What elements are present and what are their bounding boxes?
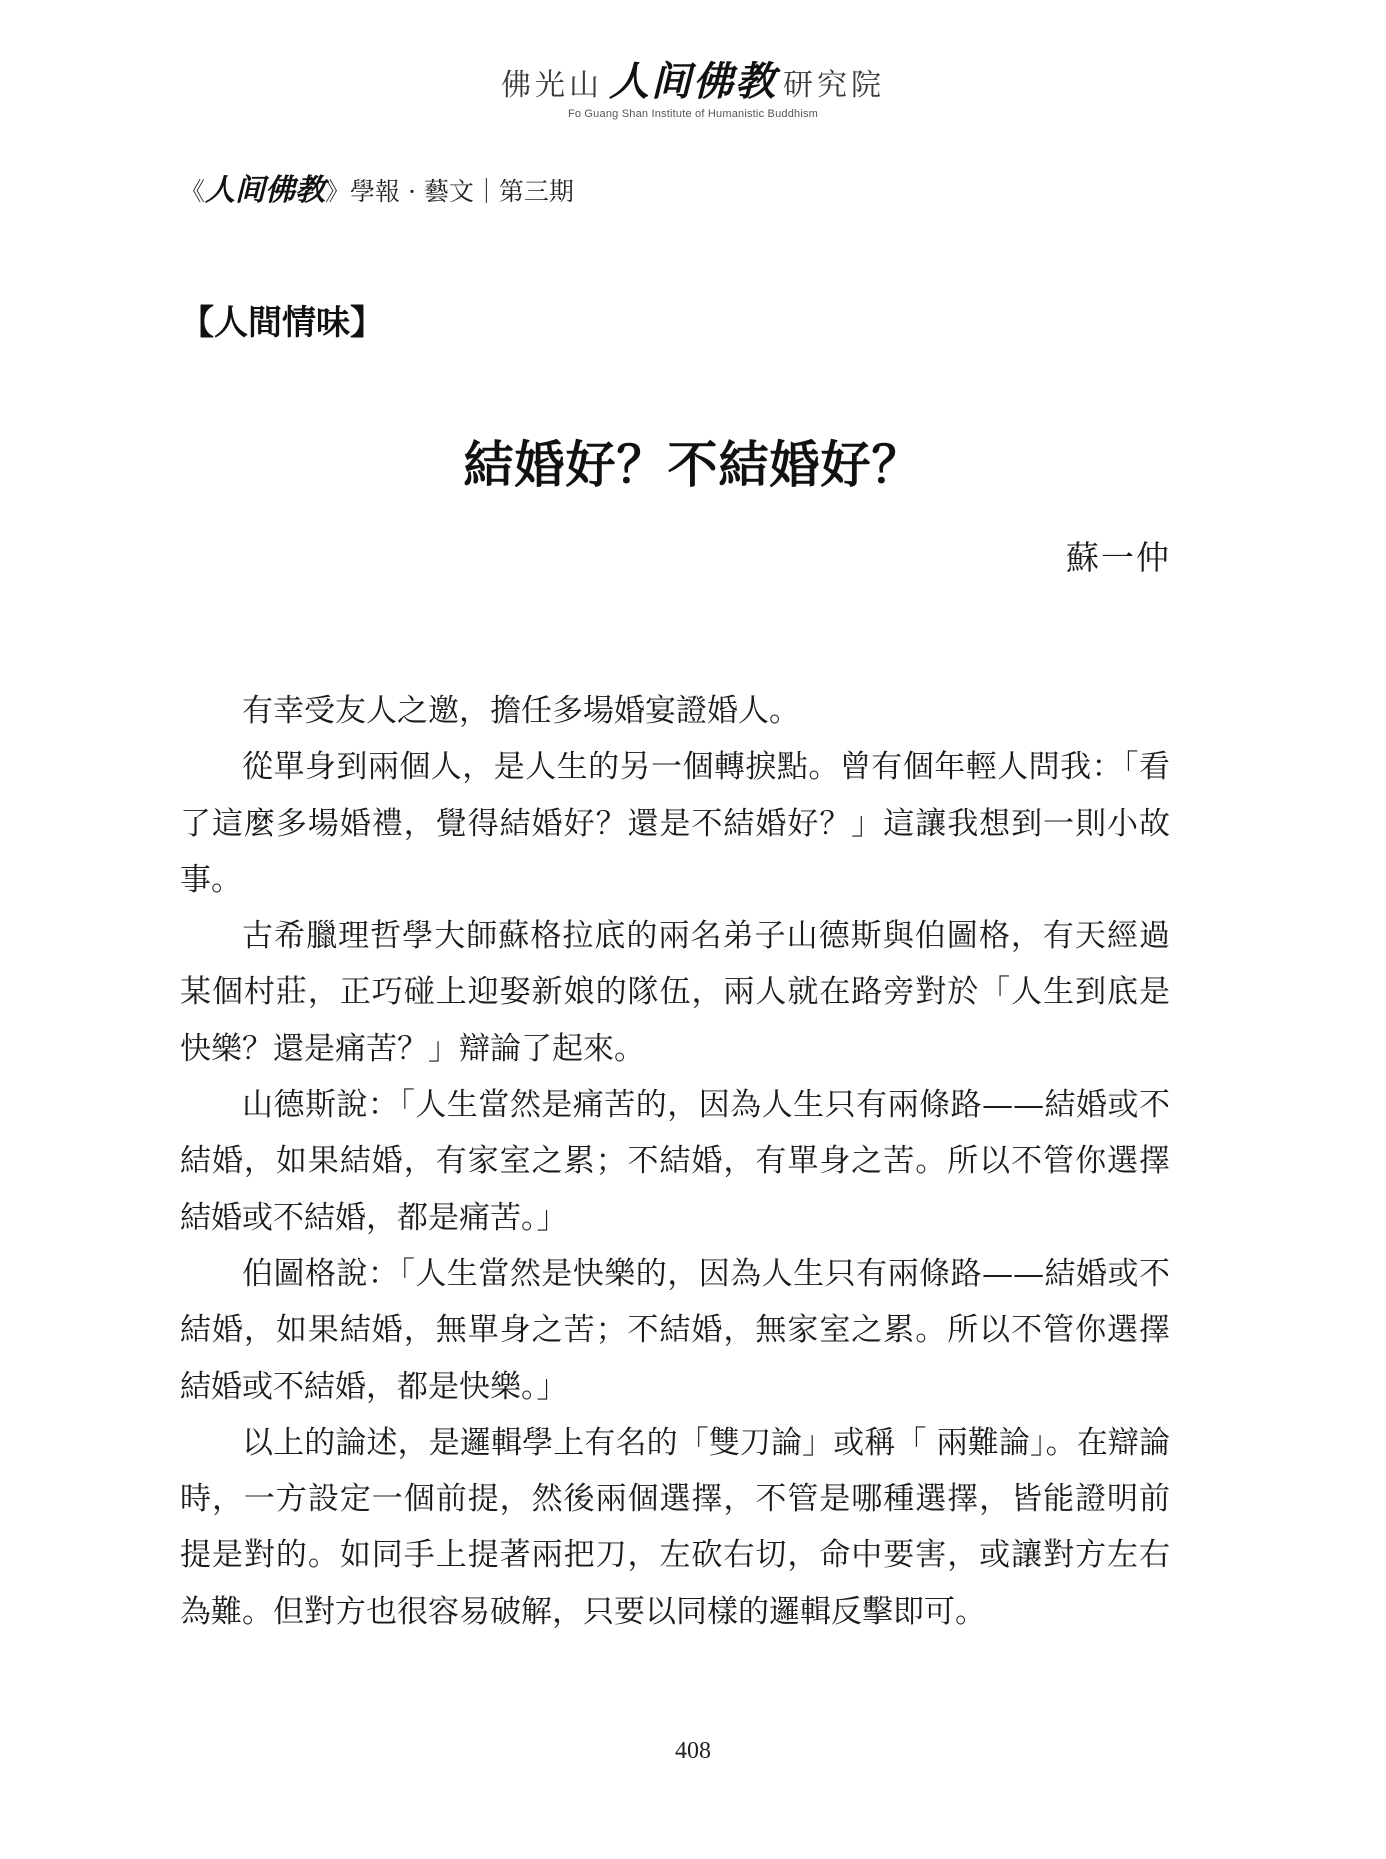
running-head-rest: 》學報 · 藝文｜第三期 <box>325 177 574 206</box>
masthead-title-left: 佛光山 <box>501 68 603 103</box>
paragraph: 從單身到兩個人，是人生的另一個轉捩點。曾有個年輕人問我：「看了這麼多場婚禮，覺得結婚好？還是不結婚好？」這讓我想到一則小故事。 <box>180 749 1170 898</box>
masthead-brush-text: 人间佛教 <box>609 58 777 105</box>
running-head <box>180 165 574 209</box>
paragraph: 山德斯說：「人生當然是痛苦的，因為人生只有兩條路——結婚或不結婚，如果結婚，有家室之累；不結婚，有單身之苦。所以不管你選擇結婚或不結婚，都是痛苦。」 <box>180 1087 1170 1236</box>
section-label: 【人間情味】 <box>180 303 384 343</box>
author-name: 蘇一仲 <box>1066 538 1171 577</box>
article-title: 結婚好？不結婚好？ <box>463 435 923 494</box>
masthead-title-right: 研究院 <box>783 68 885 103</box>
masthead <box>0 58 1386 120</box>
page-number: 408 <box>675 1738 711 1764</box>
article-body <box>180 683 1170 1640</box>
paragraph: 古希臘理哲學大師蘇格拉底的兩名弟子山德斯與伯圖格，有天經過某個村莊，正巧碰上迎娶新娘的隊伍，兩人就在路旁對於「人生到底是快樂？還是痛苦？」辯論了起來。 <box>180 918 1170 1067</box>
institute-logo-title <box>0 58 1386 106</box>
paragraph: 以上的論述，是邏輯學上有名的「雙刀論」或稱「 兩難論」。在辯論時，一方設定一個前提，然後兩個選擇，不管是哪種選擇，皆能證明前提是對的。如同手上提著兩把刀，左砍右切，命中要害，或讓對方左右為難。但對方也很容易破解，只要以同樣的邏輯反擊即可。 <box>180 1424 1170 1630</box>
masthead-subtitle: Fo Guang Shan Institute of Humanistic Buddhism <box>567 108 819 120</box>
paragraph: 有幸受友人之邀，擔任多場婚宴證婚人。 <box>242 693 800 729</box>
paragraph: 伯圖格說：「人生當然是快樂的，因為人生只有兩條路——結婚或不結婚，如果結婚，無單身之苦；不結婚，無家室之累。所以不管你選擇結婚或不結婚，都是快樂。」 <box>180 1255 1170 1405</box>
running-head-brush: 人间佛教 <box>205 173 326 208</box>
running-head-open-bracket: 《 <box>180 177 206 206</box>
